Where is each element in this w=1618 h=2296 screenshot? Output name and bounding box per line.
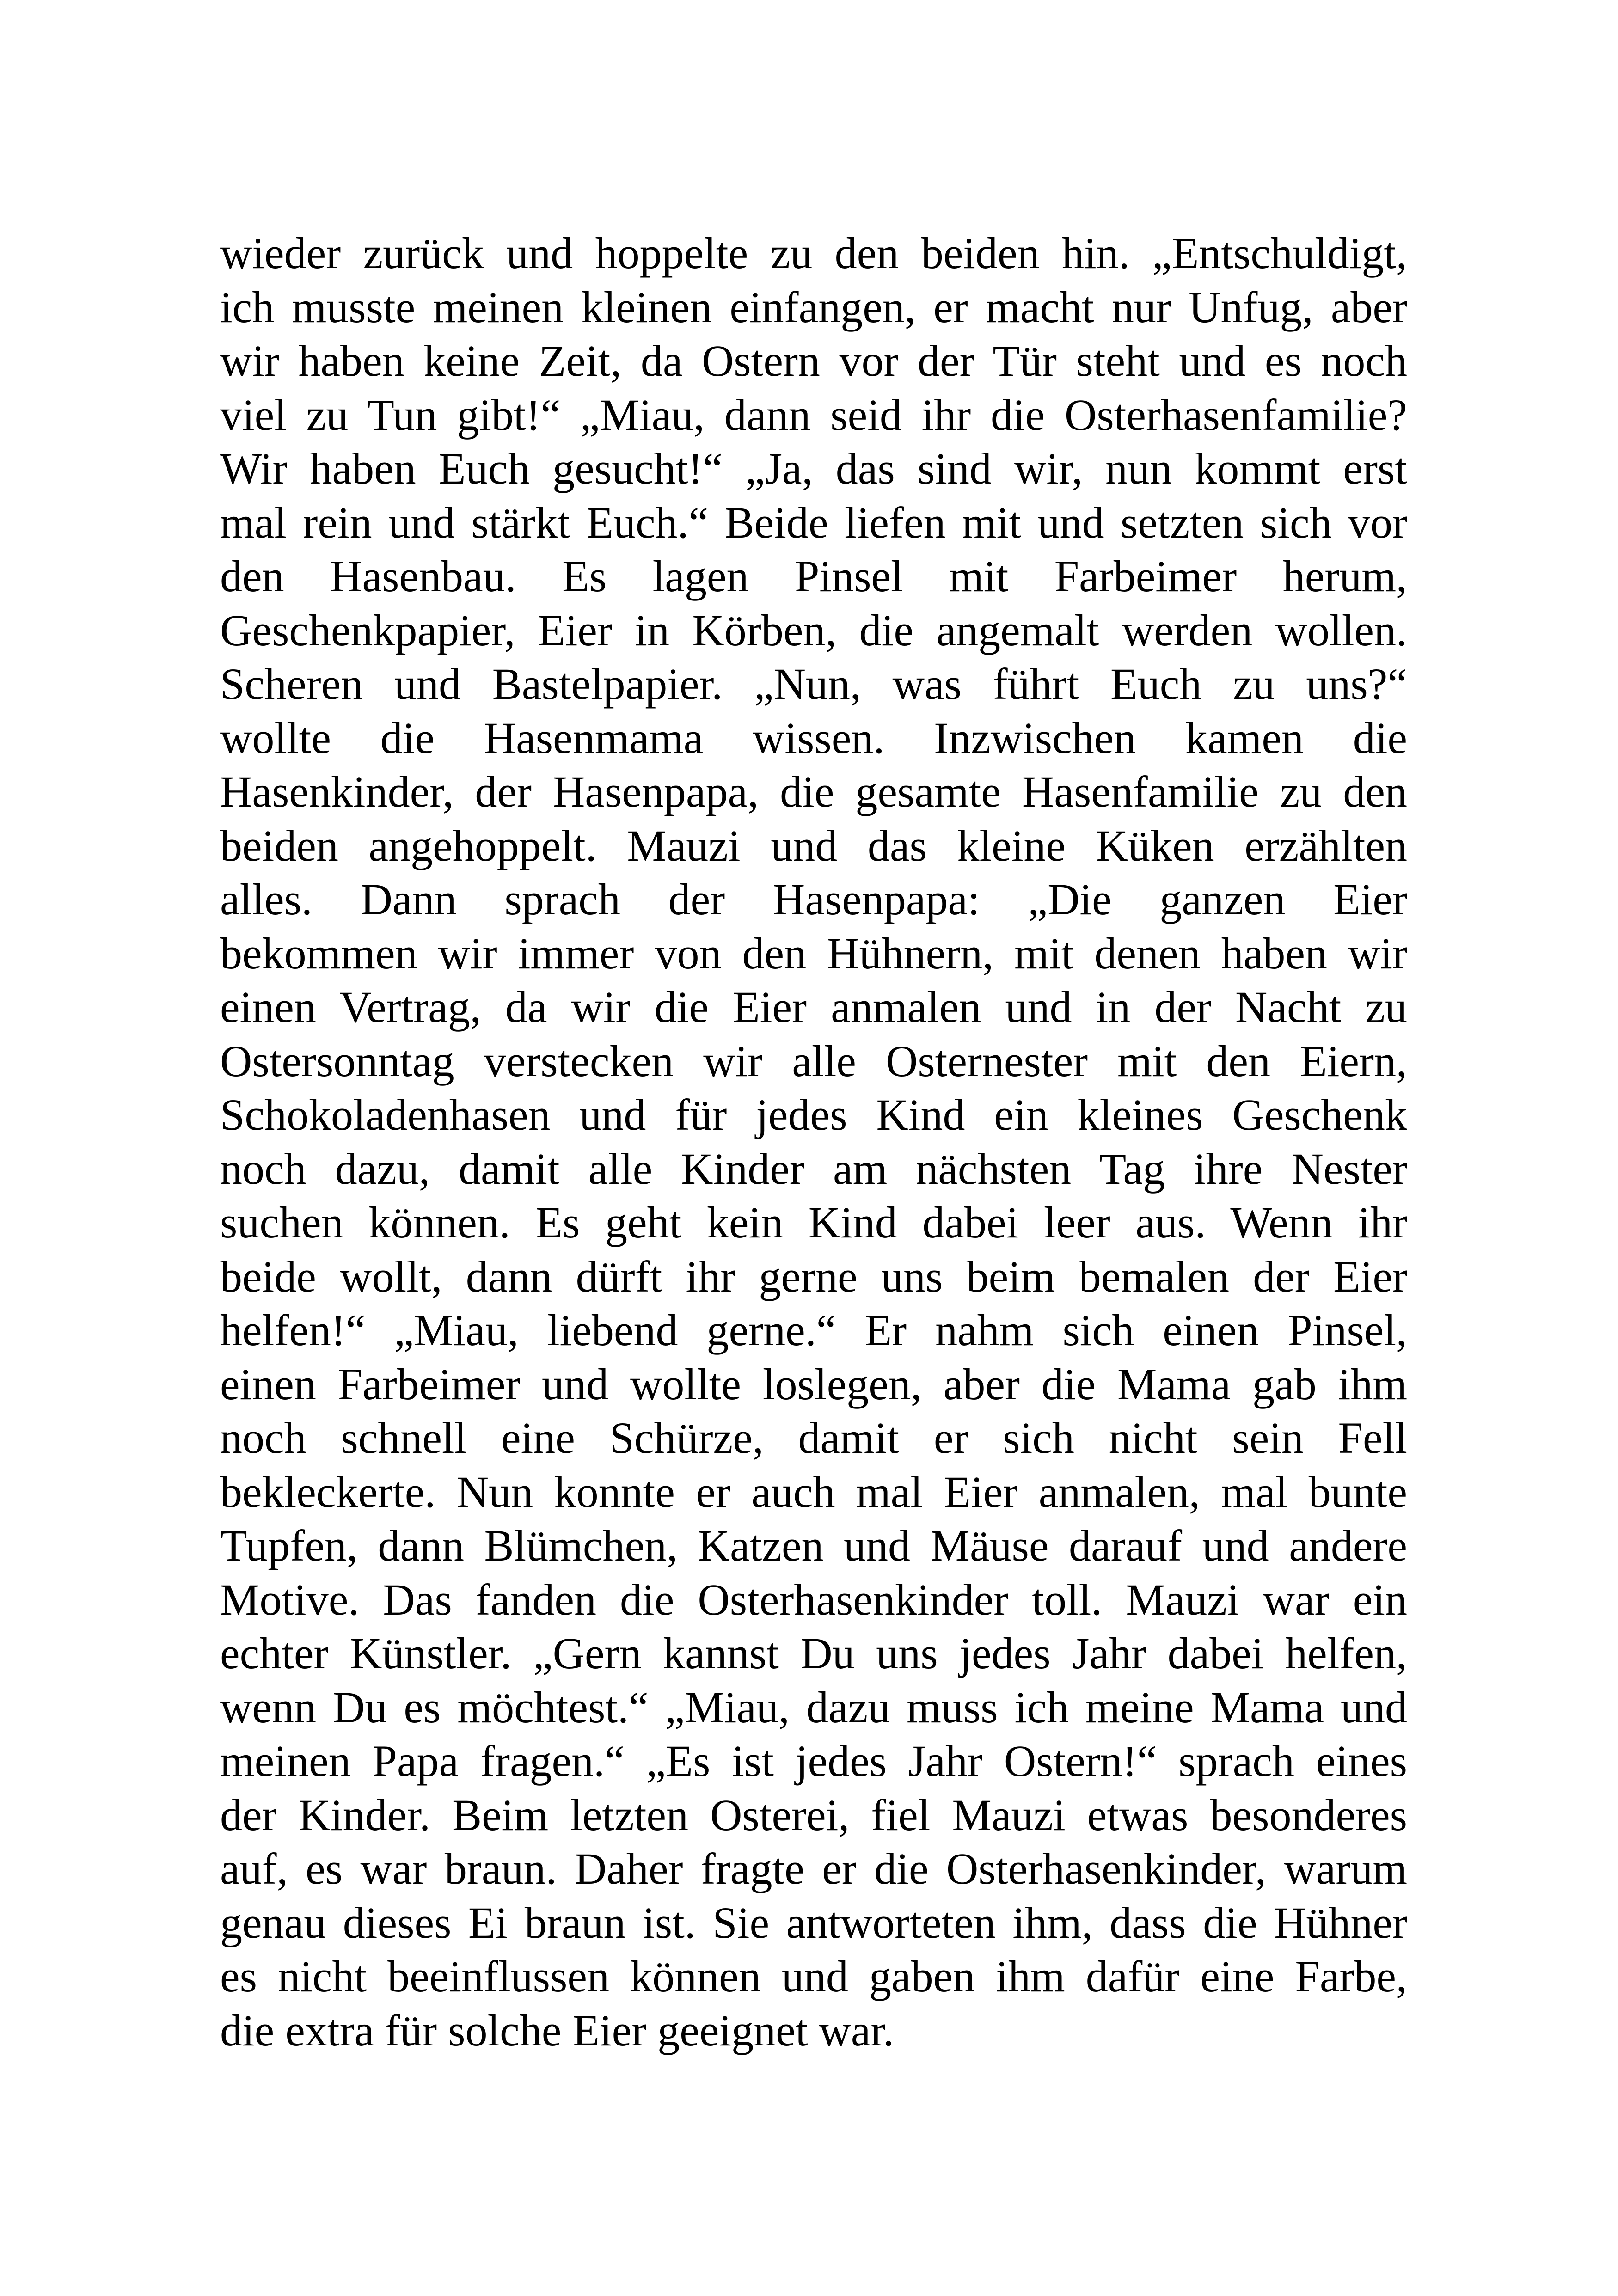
text-line: beide wollt, dann dürft ihr gerne uns beim bemalen der Eier (220, 1251, 1407, 1301)
text-line: Motive. Das fanden die Osterhasenkinder toll. Mauzi war ein (220, 1574, 1407, 1624)
text-line: noch dazu, damit alle Kinder am nächsten Tag ihre Nester (220, 1144, 1407, 1194)
text-line: einen Farbeimer und wollte loslegen, aber die Mama gab ihm (220, 1359, 1407, 1409)
text-line: Scheren und Bastelpapier. „Nun, was führt Euch zu uns?“ (220, 659, 1407, 709)
text-line: Geschenkpapier, Eier in Körben, die angemalt werden wollen. (220, 605, 1407, 655)
text-line: wir haben keine Zeit, da Ostern vor der Tür steht und es noch (220, 336, 1407, 386)
text-line: wieder zurück und hoppelte zu den beiden hin. „Entschuldigt, (220, 228, 1407, 278)
text-line: Ostersonntag verstecken wir alle Osternester mit den Eiern, (220, 1036, 1407, 1086)
text-line: echter Künstler. „Gern kannst Du uns jedes Jahr dabei helfen, (220, 1629, 1407, 1678)
text-line: den Hasenbau. Es lagen Pinsel mit Farbeimer herum, (220, 551, 1407, 601)
text-line: es nicht beeinflussen können und gaben ihm dafür eine Farbe, (220, 1952, 1407, 2001)
text-line: mal rein und stärkt Euch.“ Beide liefen mit und setzten sich vor (220, 497, 1407, 547)
text-line: die extra für solche Eier geeignet war. (220, 2005, 894, 2055)
text-line: alles. Dann sprach der Hasenpapa: „Die ganzen Eier (220, 875, 1407, 924)
text-line: genau dieses Ei braun ist. Sie antworteten ihm, dass die Hühner (220, 1898, 1407, 1947)
text-line: meinen Papa fragen.“ „Es ist jedes Jahr Ostern!“ sprach eines (220, 1736, 1407, 1786)
story-paragraph (220, 227, 1407, 2057)
text-line: wollte die Hasenmama wissen. Inzwischen kamen die (220, 713, 1407, 763)
text-line: Hasenkinder, der Hasenpapa, die gesamte Hasenfamilie zu den (220, 767, 1407, 816)
text-line: der Kinder. Beim letzten Osterei, fiel Mauzi etwas besonderes (220, 1790, 1407, 1840)
text-line: Wir haben Euch gesucht!“ „Ja, das sind wir, nun kommt erst (220, 444, 1407, 493)
text-line: beiden angehoppelt. Mauzi und das kleine Küken erzählten (220, 820, 1407, 870)
text-line: noch schnell eine Schürze, damit er sich nicht sein Fell (220, 1413, 1407, 1463)
text-line: helfen!“ „Miau, liebend gerne.“ Er nahm sich einen Pinsel, (220, 1305, 1407, 1355)
text-line: ich musste meinen kleinen einfangen, er macht nur Unfug, aber (220, 282, 1407, 332)
text-line: suchen können. Es geht kein Kind dabei leer aus. Wenn ihr (220, 1198, 1407, 1247)
text-line: bekommen wir immer von den Hühnern, mit denen haben wir (220, 928, 1407, 978)
text-line: Schokoladenhasen und für jedes Kind ein kleines Geschenk (220, 1090, 1407, 1139)
text-line: auf, es war braun. Daher fragte er die Osterhasenkinder, warum (220, 1844, 1407, 1893)
text-line: wenn Du es möchtest.“ „Miau, dazu muss ich meine Mama und (220, 1682, 1407, 1732)
text-line: viel zu Tun gibt!“ „Miau, dann seid ihr die Osterhasenfamilie? (220, 390, 1407, 440)
text-line: einen Vertrag, da wir die Eier anmalen und in der Nacht zu (220, 982, 1407, 1032)
text-line: bekleckerte. Nun konnte er auch mal Eier anmalen, mal bunte (220, 1467, 1407, 1517)
text-line: Tupfen, dann Blümchen, Katzen und Mäuse darauf und andere (220, 1521, 1407, 1570)
